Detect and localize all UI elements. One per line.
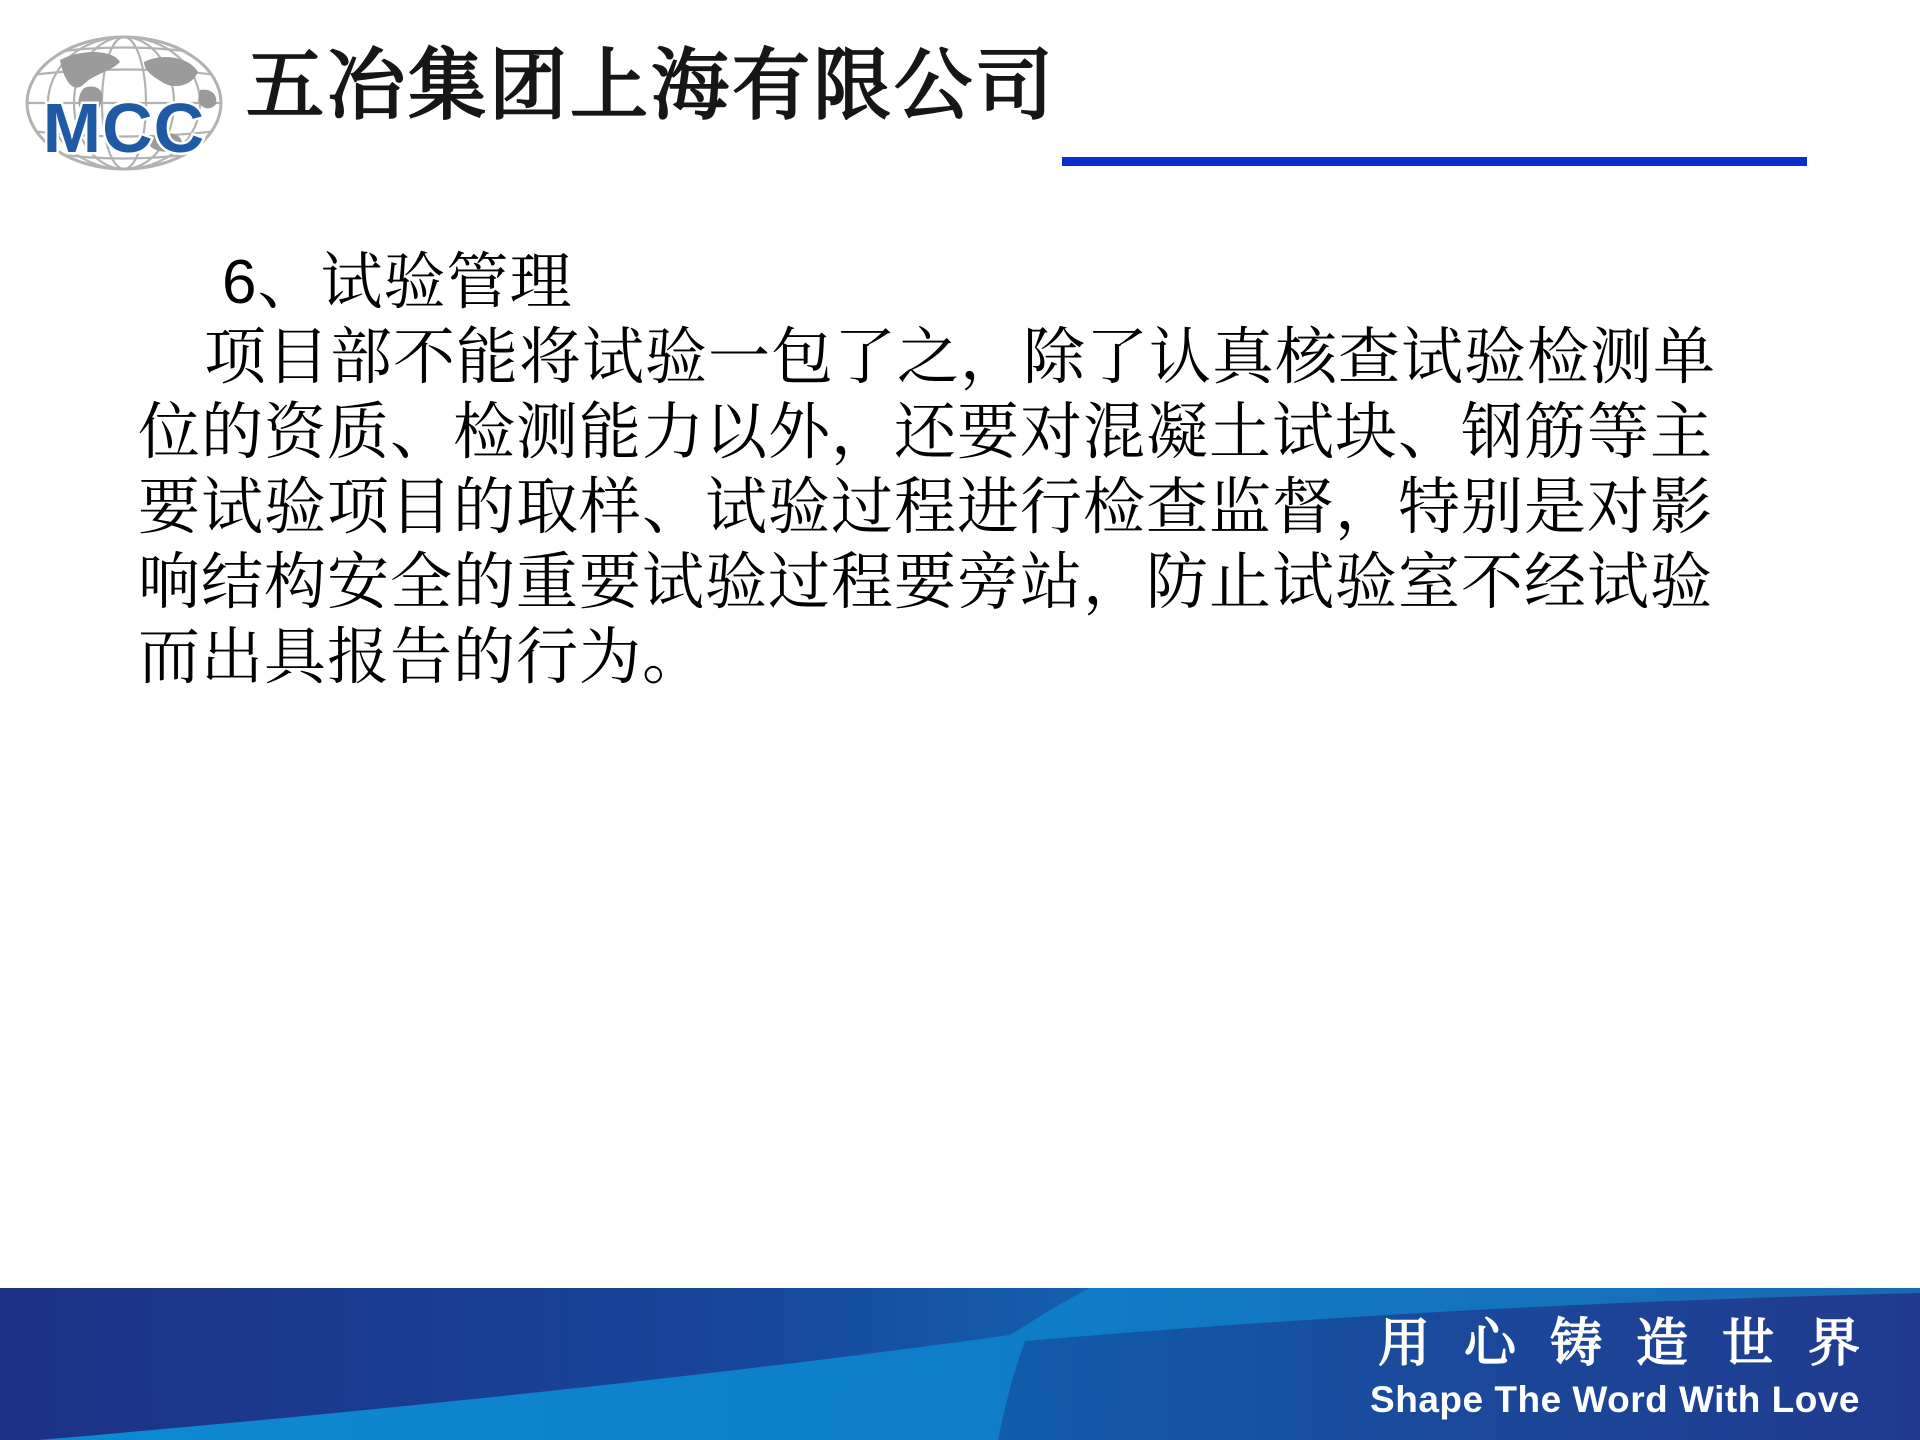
title-underline-rule	[1062, 157, 1807, 166]
slogan-chinese: 用心铸造世界	[1377, 1315, 1894, 1373]
paragraph-line: 而出具报告的行为。	[138, 623, 706, 692]
paragraph-line: 要试验项目的取样、试验过程进行检查监督，特别是对影	[138, 473, 1714, 542]
footer-slogan	[1370, 1315, 1894, 1420]
mcc-logo-letters: MCC	[42, 89, 206, 167]
globe-icon	[27, 37, 221, 169]
mcc-globe-logo-icon	[22, 28, 228, 184]
company-title: 五冶集团上海有限公司	[246, 41, 1057, 129]
paragraph-line: 响结构安全的重要试验过程要旁站，防止试验室不经试验	[138, 548, 1714, 617]
section-heading: 6、试验管理	[222, 248, 573, 317]
slide-body-text	[138, 245, 1788, 695]
paragraph-line: 位的资质、检测能力以外，还要对混凝土试块、钢筋等主	[138, 398, 1714, 467]
slogan-english: Shape The Word With Love	[1370, 1379, 1860, 1420]
paragraph-line: 项目部不能将试验一包了之，除了认真核查试验检测单	[204, 323, 1717, 392]
